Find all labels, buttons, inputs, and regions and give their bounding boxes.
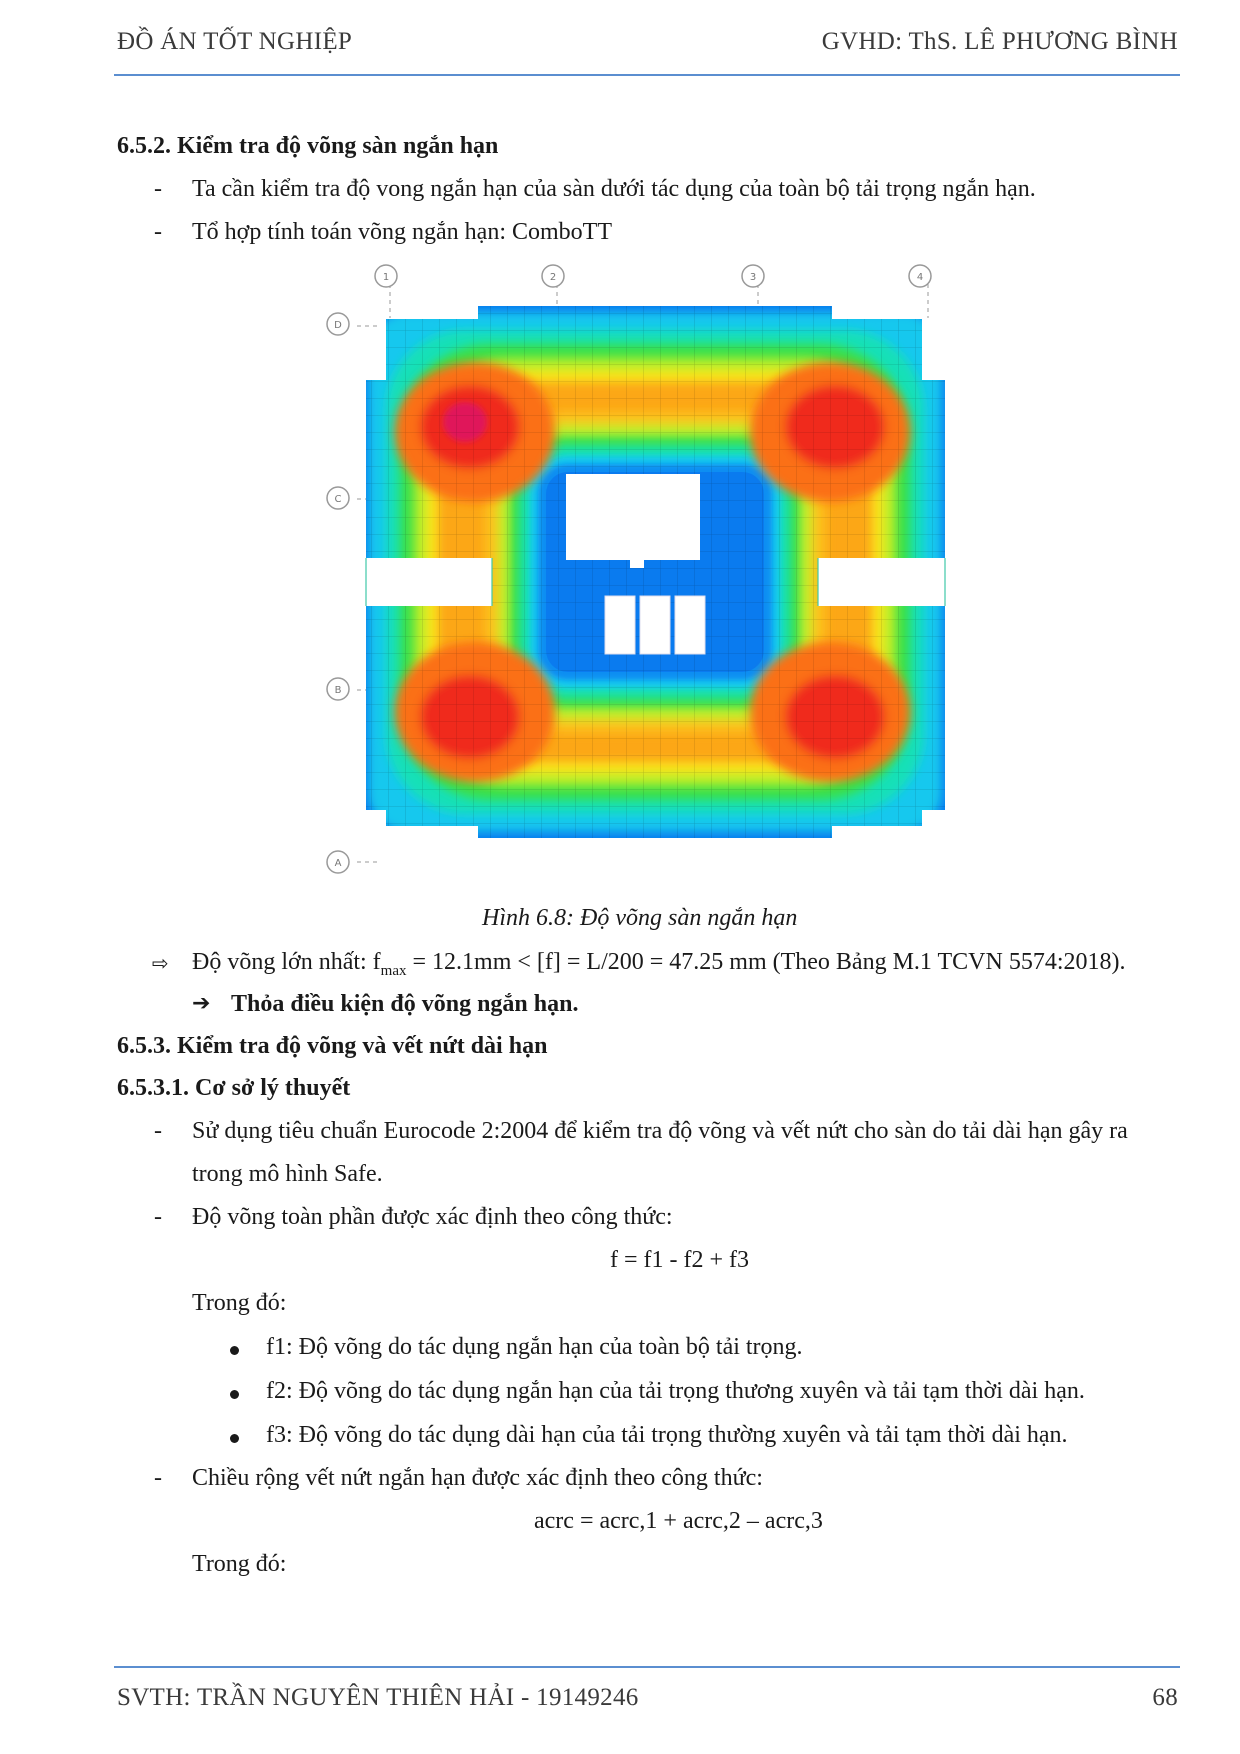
where-label: Trong đó: bbox=[192, 1551, 287, 1577]
bullet-dot bbox=[230, 1390, 239, 1399]
result-rest: = 12.1mm < [f] = L/200 = 47.25 mm (Theo Bảng M.1 TCVN 5574:2018). bbox=[406, 949, 1126, 975]
list-dash: - bbox=[154, 176, 162, 202]
page-number: 68 bbox=[1152, 1684, 1178, 1711]
list-dash: - bbox=[154, 219, 162, 245]
bullet-item: f3: Độ võng do tác dụng dài hạn của tải trọng thường xuyên và tải tạm thời dài hạn. bbox=[266, 1422, 1068, 1448]
grid-label-D bbox=[327, 313, 349, 335]
bold-arrow-icon: ➔ bbox=[192, 991, 211, 1016]
footer-left: SVTH: TRẦN NGUYÊN THIÊN HẢI - 19149246 bbox=[117, 1684, 639, 1711]
where-label: Trong đó: bbox=[192, 1290, 287, 1316]
grid-label-text: 4 bbox=[916, 272, 924, 283]
header-left: ĐỒ ÁN TỐT NGHIỆP bbox=[117, 28, 353, 55]
grid-label-3 bbox=[742, 265, 764, 287]
paragraph-line: Chiều rộng vết nứt ngắn hạn được xác định theo công thức: bbox=[192, 1465, 763, 1491]
bullet-dot bbox=[230, 1346, 239, 1355]
section-title-653: 6.5.3. Kiểm tra độ võng và vết nứt dài hạn bbox=[117, 1033, 548, 1059]
section-title-652: 6.5.2. Kiểm tra độ võng sàn ngắn hạn bbox=[117, 133, 499, 159]
result-line bbox=[192, 947, 1125, 986]
deflection-contour-figure bbox=[320, 262, 960, 894]
formula-deflection: f = f1 - f2 + f3 bbox=[610, 1247, 750, 1273]
paragraph-line: Sử dụng tiêu chuẩn Eurocode 2:2004 để kiểm tra độ võng và vết nứt cho sàn do tải dài hạn gây ra bbox=[192, 1118, 1128, 1144]
section-title-6531: 6.5.3.1. Cơ sở lý thuyết bbox=[117, 1075, 351, 1101]
grid-label-text: 3 bbox=[749, 272, 757, 283]
grid-label-1 bbox=[375, 265, 397, 287]
grid-label-text: C bbox=[334, 494, 342, 505]
paragraph-line: trong mô hình Safe. bbox=[192, 1161, 383, 1187]
list-dash: - bbox=[154, 1204, 162, 1230]
grid-label-text: A bbox=[334, 858, 342, 869]
hollow-arrow-icon: ⇨ bbox=[152, 951, 169, 975]
grid-label-text: 1 bbox=[382, 272, 390, 283]
footer-rule bbox=[114, 1666, 1180, 1668]
grid-label-C bbox=[327, 487, 349, 509]
conclusion: Thỏa điều kiện độ võng ngắn hạn. bbox=[231, 991, 579, 1017]
result-prefix: Độ võng lớn nhất: f bbox=[192, 949, 381, 975]
grid-label-4 bbox=[909, 265, 931, 287]
bullet-item: f1: Độ võng do tác dụng ngắn hạn của toàn bộ tải trọng. bbox=[266, 1334, 803, 1360]
grid-label-text: B bbox=[334, 685, 342, 696]
formula-crack: acrc = acrc,1 + acrc,2 – acrc,3 bbox=[534, 1508, 823, 1534]
bullet-dot bbox=[230, 1434, 239, 1443]
grid-label-A bbox=[327, 851, 349, 873]
list-dash: - bbox=[154, 1465, 162, 1491]
paragraph-line: Độ võng toàn phần được xác định theo công thức: bbox=[192, 1204, 673, 1230]
grid-label-text: D bbox=[334, 320, 342, 331]
list-item: Ta cần kiểm tra độ vong ngắn hạn của sàn dưới tác dụng của toàn bộ tải trọng ngắn hạn. bbox=[192, 176, 1036, 202]
result-subscript: max bbox=[380, 962, 407, 979]
header-rule bbox=[114, 74, 1180, 76]
bullet-item: f2: Độ võng do tác dụng ngắn hạn của tải trọng thương xuyên và tải tạm thời dài hạn. bbox=[266, 1378, 1085, 1404]
header-right: GVHD: ThS. LÊ PHƯƠNG BÌNH bbox=[821, 28, 1178, 55]
figure-caption: Hình 6.8: Độ võng sàn ngắn hạn bbox=[482, 905, 798, 931]
grid-label-text: 2 bbox=[549, 272, 557, 283]
list-dash: - bbox=[154, 1118, 162, 1144]
grid-label-B bbox=[327, 678, 349, 700]
grid-label-2 bbox=[542, 265, 564, 287]
list-item: Tổ hợp tính toán võng ngắn hạn: ComboTT bbox=[192, 219, 612, 245]
